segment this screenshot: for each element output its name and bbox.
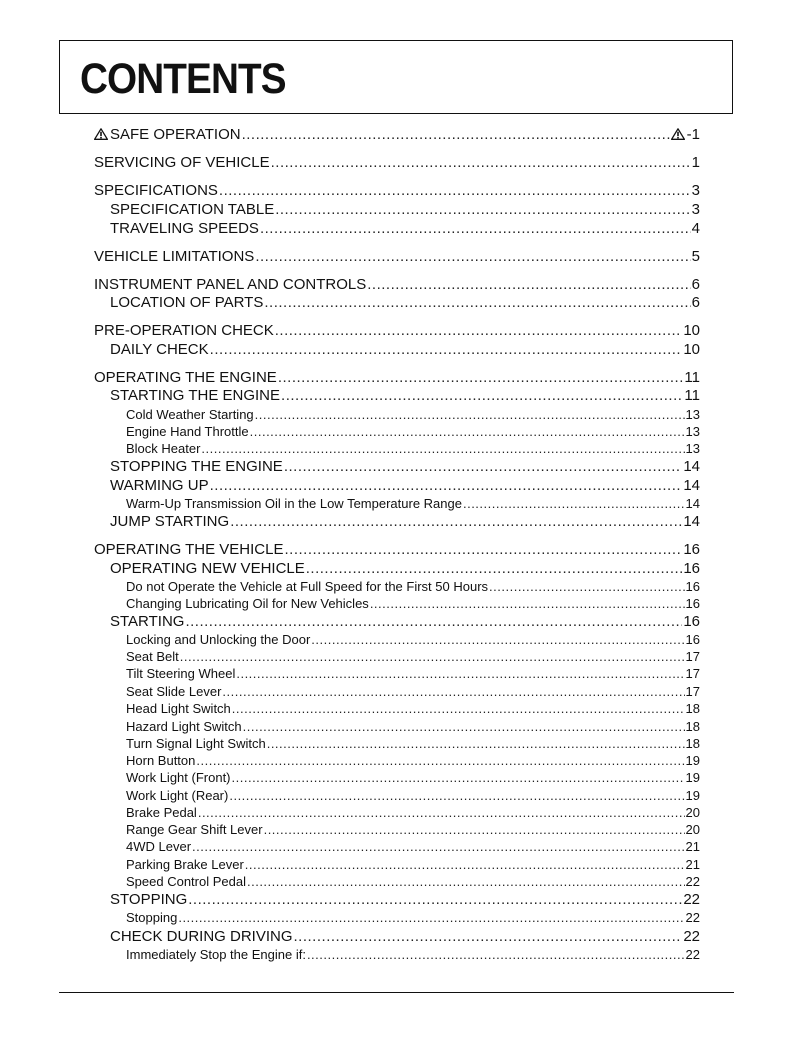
footer-rule: [59, 992, 734, 993]
toc-entry[interactable]: [94, 154, 700, 171]
toc-entry-text: Warm-Up Transmission Oil in the Low Temperature Range: [126, 496, 462, 511]
toc-entry-text: SPECIFICATION TABLE: [110, 201, 275, 218]
toc-entry-page: [686, 649, 700, 664]
toc-entry[interactable]: [94, 369, 700, 386]
toc-entry-text: Hazard Light Switch: [126, 719, 242, 734]
toc-entry-label: [126, 596, 369, 611]
dot-leader: [232, 770, 685, 785]
toc-page-number: 22: [683, 928, 700, 945]
dot-leader: [271, 154, 691, 171]
toc-entry-label: [94, 369, 277, 386]
dot-leader: [285, 541, 683, 558]
toc-entry-text: STOPPING THE ENGINE: [110, 458, 283, 475]
toc-page-number: 16: [683, 541, 700, 558]
toc-entry[interactable]: [94, 805, 700, 820]
toc-entry-label: [110, 477, 209, 494]
toc-entry-page: [686, 701, 700, 716]
toc-page-number: 14: [683, 513, 700, 530]
dot-leader: [232, 701, 685, 716]
toc-entry-text: Locking and Unlocking the Door: [126, 632, 311, 647]
dot-leader: [178, 910, 684, 925]
toc-page-number: 16: [685, 596, 700, 611]
toc-entry-page: [683, 477, 700, 494]
toc-page-number: 14: [685, 496, 700, 511]
toc-entry-page: [686, 441, 700, 456]
toc-entry-text: Seat Belt: [126, 649, 179, 664]
dot-leader: [236, 666, 684, 681]
toc-entry-page: [686, 822, 700, 837]
toc-entry-label: [110, 387, 280, 404]
toc-entry-label: [110, 613, 184, 630]
dot-leader: [284, 458, 682, 475]
dot-leader: [210, 341, 683, 358]
toc-entry-label: [126, 441, 200, 456]
toc-entry-page: [686, 684, 700, 699]
toc-entry-label: [126, 701, 231, 716]
toc-entry-page: [683, 458, 700, 475]
toc-entry[interactable]: [94, 701, 700, 716]
toc-entry-text: Horn Button: [126, 753, 196, 768]
toc-entry-label: [110, 928, 293, 945]
toc-entry-label: [110, 220, 259, 237]
toc-entry-page: [683, 891, 700, 908]
toc-entry-page: [686, 496, 700, 511]
toc-entry-label: [126, 407, 254, 422]
dot-leader: [192, 839, 685, 854]
toc-page-number: 5: [691, 248, 700, 265]
toc-page-number: 13: [685, 424, 700, 439]
toc-entry-label: [94, 154, 270, 171]
toc-entry[interactable]: [94, 753, 700, 768]
toc-entry-label: [126, 424, 249, 439]
toc-entry-text: STARTING: [110, 613, 185, 630]
toc-entry-text: Stopping: [126, 910, 178, 925]
toc-entry-page: [686, 719, 700, 734]
dot-leader: [188, 891, 682, 908]
toc-page-number: 18: [685, 736, 700, 751]
toc-entry-page: [686, 424, 700, 439]
toc-entry-page: [686, 857, 700, 872]
toc-entry-label: [94, 126, 241, 143]
toc-page-number: 4: [691, 220, 700, 237]
toc-entry-page: [686, 579, 700, 594]
dot-leader: [489, 579, 685, 594]
toc-entry[interactable]: [94, 684, 700, 699]
toc-page-number: 18: [685, 719, 700, 734]
dot-leader: [185, 613, 682, 630]
toc-entry-text: JUMP STARTING: [110, 513, 230, 530]
toc-entry[interactable]: [94, 788, 700, 803]
toc-page-number: 18: [685, 701, 700, 716]
toc-entry-text: TRAVELING SPEEDS: [110, 220, 259, 237]
toc-entry-label: [126, 736, 266, 751]
dot-leader: [311, 632, 684, 647]
dot-leader: [250, 424, 685, 439]
toc-entry-text: Seat Slide Lever: [126, 684, 222, 699]
dot-leader: [267, 736, 685, 751]
toc-entry-label: [94, 276, 366, 293]
toc-entry[interactable]: [94, 560, 700, 577]
toc-entry-text: Changing Lubricating Oil for New Vehicles: [126, 596, 369, 611]
toc-entry[interactable]: [94, 596, 700, 611]
toc-entry[interactable]: [94, 441, 700, 456]
toc-page-number: 22: [685, 947, 700, 962]
toc-entry-label: [126, 788, 228, 803]
toc-entry[interactable]: [94, 736, 700, 751]
dot-leader: [247, 874, 685, 889]
dot-leader: [275, 322, 683, 339]
toc-entry-page: [692, 294, 700, 311]
dot-leader: [180, 649, 685, 664]
toc-entry[interactable]: [94, 496, 700, 511]
toc-entry-label: [126, 649, 179, 664]
title-box: [59, 40, 733, 114]
dot-leader: [222, 684, 684, 699]
toc-entry-text: STOPPING: [110, 891, 188, 908]
dot-leader: [281, 387, 683, 404]
toc-entry[interactable]: [94, 891, 700, 908]
toc-entry-page: [683, 928, 700, 945]
toc-entry-text: SAFE OPERATION: [110, 126, 241, 143]
toc-entry-text: Tilt Steering Wheel: [126, 666, 236, 681]
toc-entry-text: INSTRUMENT PANEL AND CONTROLS: [94, 276, 367, 293]
toc-entry-label: [126, 496, 462, 511]
toc-entry-label: [126, 719, 242, 734]
toc-entry-label: [110, 513, 229, 530]
dot-leader: [264, 822, 685, 837]
toc-entry-text: Work Light (Rear): [126, 788, 229, 803]
toc-page-number: 6: [691, 276, 700, 293]
toc-page-number: 10: [683, 322, 700, 339]
toc-entry-label: [110, 201, 274, 218]
toc-entry-text: OPERATING THE VEHICLE: [94, 541, 284, 558]
dot-leader: [196, 753, 684, 768]
toc-entry-label: [126, 805, 197, 820]
dot-leader: [243, 719, 685, 734]
toc-entry-page: [686, 407, 700, 422]
dot-leader: [264, 294, 690, 311]
toc-page-number: 1: [691, 154, 700, 171]
dot-leader: [463, 496, 685, 511]
toc-page-number: 10: [683, 341, 700, 358]
toc-page-number: 22: [685, 874, 700, 889]
toc-entry-page: [686, 788, 700, 803]
toc-page-number: 16: [683, 560, 700, 577]
toc-entry-text: SERVICING OF VEHICLE: [94, 154, 270, 171]
toc-page-number: 17: [685, 666, 700, 681]
toc-page-number: 22: [685, 910, 700, 925]
dot-leader: [230, 513, 682, 530]
toc-entry-text: VEHICLE LIMITATIONS: [94, 248, 255, 265]
dot-leader: [307, 947, 685, 962]
toc-entry-page: [692, 248, 700, 265]
toc-page-number: 16: [683, 613, 700, 630]
toc-entry-page: [692, 154, 700, 171]
toc-entry-page: [683, 613, 700, 630]
toc-entry-page: [683, 541, 700, 558]
toc-page-number: 21: [685, 857, 700, 872]
toc-entry[interactable]: [94, 632, 700, 647]
toc-entry-label: [126, 666, 235, 681]
toc-entry-page: [686, 874, 700, 889]
toc-entry-page: [683, 513, 700, 530]
toc-page-number: 13: [685, 407, 700, 422]
toc-page-number: 6: [691, 294, 700, 311]
toc-page-number: 14: [683, 458, 700, 475]
toc-entry-page: [686, 632, 700, 647]
toc-entry-page: [683, 341, 700, 358]
toc-entry-text: Range Gear Shift Lever: [126, 822, 263, 837]
dot-leader: [275, 201, 690, 218]
toc-entry-label: [126, 839, 191, 854]
dot-leader: [210, 477, 683, 494]
toc-entry-label: [94, 248, 254, 265]
toc-entry[interactable]: [94, 276, 700, 293]
toc-page-number: 11: [684, 387, 700, 404]
toc-entry[interactable]: [94, 182, 700, 199]
toc-entry-label: [126, 770, 231, 785]
toc-entry[interactable]: [94, 477, 700, 494]
dot-leader: [201, 441, 684, 456]
toc-entry-label: [110, 341, 209, 358]
toc-page-number: 19: [685, 770, 700, 785]
toc-entry-page: [686, 839, 700, 854]
toc-entry-text: Block Heater: [126, 441, 201, 456]
toc-entry[interactable]: [94, 248, 700, 265]
toc-entry[interactable]: [94, 613, 700, 630]
toc-entry[interactable]: [94, 822, 700, 837]
toc-entry[interactable]: [94, 874, 700, 889]
toc-page-number: 21: [685, 839, 700, 854]
toc-entry-label: [126, 632, 310, 647]
toc-entry-label: [126, 684, 221, 699]
toc-entry-page: [686, 753, 700, 768]
toc-entry[interactable]: [94, 770, 700, 785]
dot-leader: [306, 560, 683, 577]
toc-entry[interactable]: [94, 666, 700, 681]
toc-entry-page: [686, 910, 700, 925]
toc-entry[interactable]: [94, 649, 700, 664]
toc-entry-text: SPECIFICATIONS: [94, 182, 218, 199]
toc-entry-label: [110, 891, 187, 908]
toc-entry-text: Head Light Switch: [126, 701, 231, 716]
warning-triangle-icon: [671, 127, 685, 139]
toc-page-number: 20: [685, 805, 700, 820]
toc-entry-label: [126, 874, 246, 889]
dot-leader: [260, 220, 691, 237]
toc-entry-label: [94, 182, 218, 199]
toc-entry[interactable]: [94, 857, 700, 872]
toc-entry[interactable]: [94, 541, 700, 558]
toc-entry-text: Parking Brake Lever: [126, 857, 244, 872]
toc-entry[interactable]: [94, 910, 700, 925]
dot-leader: [278, 369, 684, 386]
toc-entry-page: [692, 201, 700, 218]
dot-leader: [294, 928, 683, 945]
toc-entry-text: WARMING UP: [110, 477, 209, 494]
toc-entry-text: LOCATION OF PARTS: [110, 294, 264, 311]
toc-entry[interactable]: [94, 407, 700, 422]
toc-page-number: -1: [686, 126, 700, 143]
page-title: CONTENTS: [80, 55, 286, 103]
dot-leader: [370, 596, 685, 611]
toc-entry[interactable]: [94, 928, 700, 945]
toc-entry-label: [126, 579, 488, 594]
toc-entry-text: Speed Control Pedal: [126, 874, 246, 889]
toc-page-number: 19: [685, 753, 700, 768]
dot-leader: [245, 857, 685, 872]
toc-entry-page: [686, 736, 700, 751]
toc-entry-label: [126, 910, 177, 925]
toc-entry-text: 4WD Lever: [126, 839, 192, 854]
toc-entry-page: [692, 220, 700, 237]
toc-page-number: 17: [685, 684, 700, 699]
toc-entry-page: [686, 805, 700, 820]
toc-page-number: 14: [683, 477, 700, 494]
toc-entry[interactable]: [94, 513, 700, 530]
dot-leader: [255, 248, 690, 265]
dot-leader: [255, 407, 685, 422]
toc-entry-label: [110, 458, 283, 475]
toc-entry-text: Engine Hand Throttle: [126, 424, 249, 439]
toc-entry-page: [692, 182, 700, 199]
toc-entry[interactable]: [94, 424, 700, 439]
toc-entry[interactable]: [94, 294, 700, 311]
dot-leader: [242, 126, 670, 143]
toc-entry-text: PRE-OPERATION CHECK: [94, 322, 274, 339]
toc-entry[interactable]: [94, 322, 700, 339]
toc-entry-text: OPERATING NEW VEHICLE: [110, 560, 305, 577]
toc-entry-label: [126, 857, 244, 872]
toc-page-number: 17: [685, 649, 700, 664]
toc-page-number: 22: [683, 891, 700, 908]
toc-entry[interactable]: [94, 341, 700, 358]
toc-page-number: 20: [685, 822, 700, 837]
toc-page-number: 3: [691, 201, 700, 218]
toc-entry[interactable]: [94, 579, 700, 594]
toc-entry-page: [683, 322, 700, 339]
toc-entry-page: [683, 560, 700, 577]
toc-entry-label: [126, 753, 195, 768]
toc-entry-page: [684, 369, 700, 386]
toc-page-number: 13: [685, 441, 700, 456]
toc-page-number: 11: [684, 369, 700, 386]
toc-entry-text: DAILY CHECK: [110, 341, 209, 358]
toc-page-number: 3: [691, 182, 700, 199]
toc-entry[interactable]: [94, 126, 700, 143]
toc-entry-page: [684, 387, 700, 404]
toc-entry[interactable]: [94, 387, 700, 404]
toc-entry-text: Do not Operate the Vehicle at Full Speed for the First 50 Hours: [126, 579, 489, 594]
toc-entry[interactable]: [94, 201, 700, 218]
toc-entry-label: [126, 947, 306, 962]
toc-entry-label: [94, 541, 284, 558]
toc-entry-label: [110, 560, 305, 577]
toc-entry[interactable]: [94, 839, 700, 854]
toc-entry-page: [686, 596, 700, 611]
toc-entry-text: CHECK DURING DRIVING: [110, 928, 293, 945]
warning-triangle-icon: [94, 127, 108, 139]
toc-entry-text: Cold Weather Starting: [126, 407, 254, 422]
toc-entry-text: Brake Pedal: [126, 805, 197, 820]
toc-entry-text: OPERATING THE ENGINE: [94, 369, 277, 386]
dot-leader: [229, 788, 684, 803]
dot-leader: [219, 182, 691, 199]
toc-entry-label: [126, 822, 263, 837]
toc-entry-text: Turn Signal Light Switch: [126, 736, 266, 751]
toc-entry-text: STARTING THE ENGINE: [110, 387, 281, 404]
toc-entry-text: Work Light (Front): [126, 770, 231, 785]
toc-page-number: 16: [685, 632, 700, 647]
dot-leader: [198, 805, 685, 820]
toc-entry-page: [686, 947, 700, 962]
toc-entry-page: [671, 126, 700, 143]
toc-page-number: 19: [685, 788, 700, 803]
toc-entry[interactable]: [94, 947, 700, 962]
toc-entry-page: [686, 770, 700, 785]
toc-entry-label: [94, 322, 274, 339]
toc-entry[interactable]: [94, 719, 700, 734]
toc-entry-page: [692, 276, 700, 293]
toc-page-number: 16: [685, 579, 700, 594]
toc-entry-label: [110, 294, 263, 311]
toc-entry[interactable]: [94, 220, 700, 237]
toc-entry[interactable]: [94, 458, 700, 475]
toc-entry-text: Immediately Stop the Engine if:: [126, 947, 306, 962]
dot-leader: [367, 276, 690, 293]
toc-entry-page: [686, 666, 700, 681]
